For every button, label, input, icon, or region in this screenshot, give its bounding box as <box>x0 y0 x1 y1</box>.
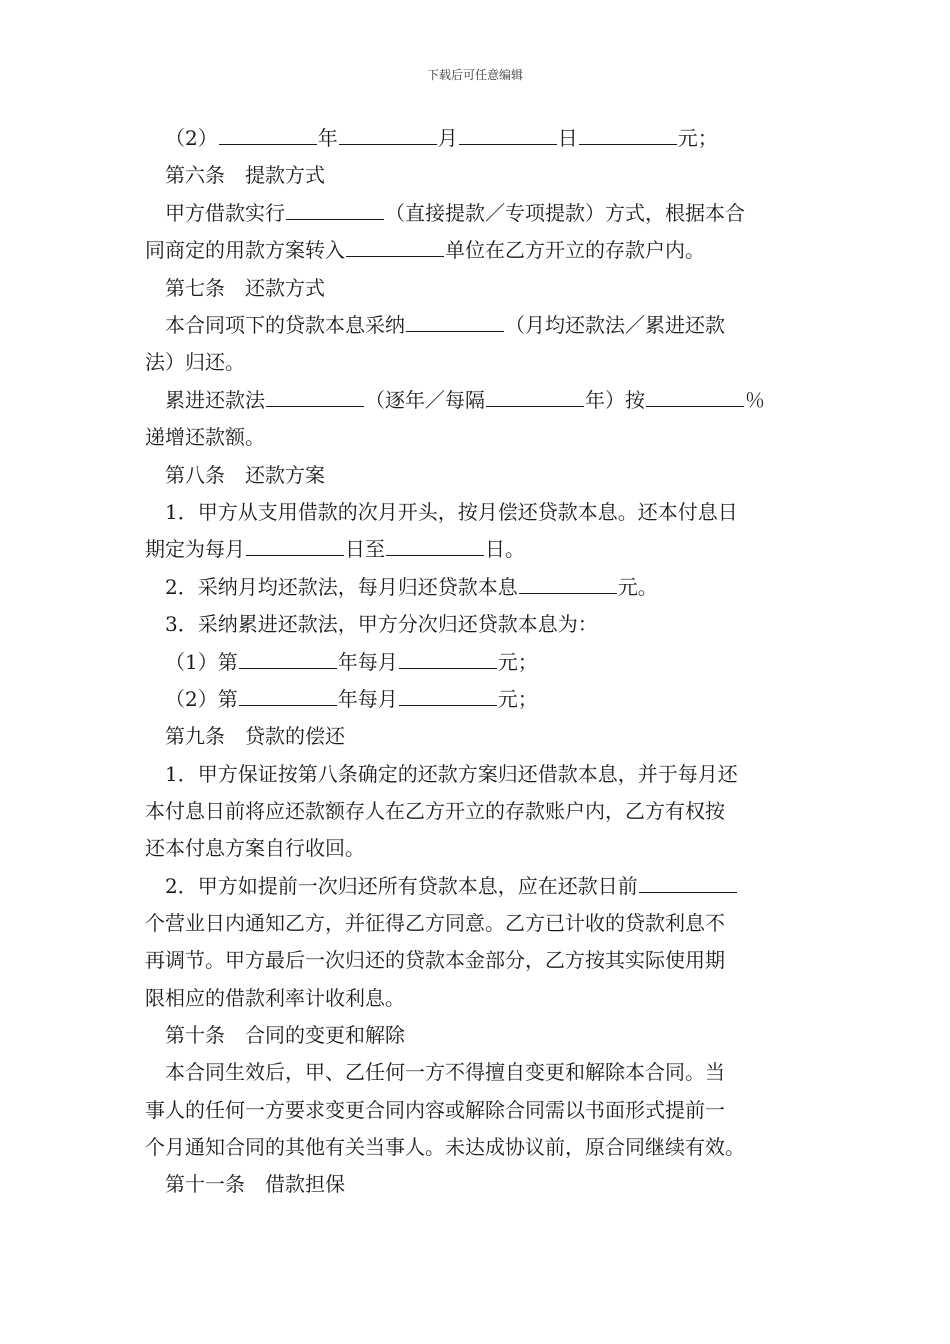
fill-in-blank[interactable] <box>239 685 337 706</box>
fill-in-blank[interactable] <box>459 124 557 145</box>
document-line: 累进还款法 （逐年／每隔 年）按 ％ <box>165 388 765 412</box>
document-line: 本付息日前将应还款额存人在乙方开立的存款账户内，乙方有权按 <box>145 799 725 823</box>
document-line: 限相应的借款利率计收利息。 <box>145 986 405 1010</box>
document-line: 第九条 贷款的偿还 <box>165 724 345 748</box>
fill-in-blank[interactable] <box>346 236 444 257</box>
fill-in-blank[interactable] <box>239 648 337 669</box>
page-header: 下载后可任意编辑 <box>426 68 523 82</box>
document-line: 1．甲方保证按第八条确定的还款方案归还借款本息，并于每月还 <box>165 762 738 786</box>
document-line: 第七条 还款方式 <box>165 276 325 300</box>
fill-in-blank[interactable] <box>399 648 497 669</box>
fill-in-blank[interactable] <box>266 386 364 407</box>
fill-in-blank[interactable] <box>399 685 497 706</box>
fill-in-blank[interactable] <box>339 124 437 145</box>
document-line: 递增还款额。 <box>145 425 265 449</box>
document-line: 第八条 还款方案 <box>165 463 325 487</box>
document-line: 3．采纳累进还款法，甲方分次归还贷款本息为： <box>165 612 598 636</box>
fill-in-blank[interactable] <box>639 872 737 893</box>
document-line: 个营业日内通知乙方，并征得乙方同意。乙方已计收的贷款利息不 <box>145 911 725 935</box>
document-line: 2．甲方如提前一次归还所有贷款本息，应在还款日前 <box>145 872 810 900</box>
fill-in-blank[interactable] <box>646 386 744 407</box>
document-line: 甲方借款实行 （直接提款／专项提款）方式，根据本合 <box>165 201 745 225</box>
document-line: 1．甲方从支用借款的次月开头，按月偿还贷款本息。还本付息日 <box>165 500 738 524</box>
fill-in-blank[interactable] <box>286 199 384 220</box>
document-line: 期定为每月 日至 日。 <box>145 537 525 561</box>
document-line: 个月通知合同的其他有关当事人。未达成协议前，原合同继续有效。 <box>145 1135 745 1159</box>
fill-in-blank[interactable] <box>246 535 344 556</box>
document-line: 第六条 提款方式 <box>165 163 325 187</box>
document-line: 第十一条 借款担保 <box>165 1172 345 1196</box>
fill-in-blank[interactable] <box>219 124 317 145</box>
document-line: （2） 年 月 日 元； <box>165 126 718 150</box>
document-line: 还本付息方案自行收回。 <box>145 836 365 860</box>
fill-in-blank[interactable] <box>519 573 617 594</box>
fill-in-blank[interactable] <box>486 386 584 407</box>
fill-in-blank[interactable] <box>386 535 484 556</box>
document-line: 第十条 合同的变更和解除 <box>165 1023 405 1047</box>
document-line: 事人的任何一方要求变更合同内容或解除合同需以书面形式提前一 <box>145 1098 725 1122</box>
fill-in-blank[interactable] <box>579 124 677 145</box>
document-line: 同商定的用款方案转入 单位在乙方开立的存款户内。 <box>145 238 705 262</box>
document-line: 本合同项下的贷款本息采纳 （月均还款法／累进还款 <box>165 313 725 337</box>
document-line: 2．采纳月均还款法，每月归还贷款本息 元。 <box>165 575 658 599</box>
document-line: 再调节。甲方最后一次归还的贷款本金部分，乙方按其实际使用期 <box>145 948 725 972</box>
document-line: （2）第 年每月 元； <box>165 687 538 711</box>
document-line: 本合同生效后，甲、乙任何一方不得擅自变更和解除本合同。当 <box>165 1060 725 1084</box>
document-line: （1）第 年每月 元； <box>165 650 538 674</box>
document-line: 法）归还。 <box>145 350 245 374</box>
fill-in-blank[interactable] <box>406 311 504 332</box>
